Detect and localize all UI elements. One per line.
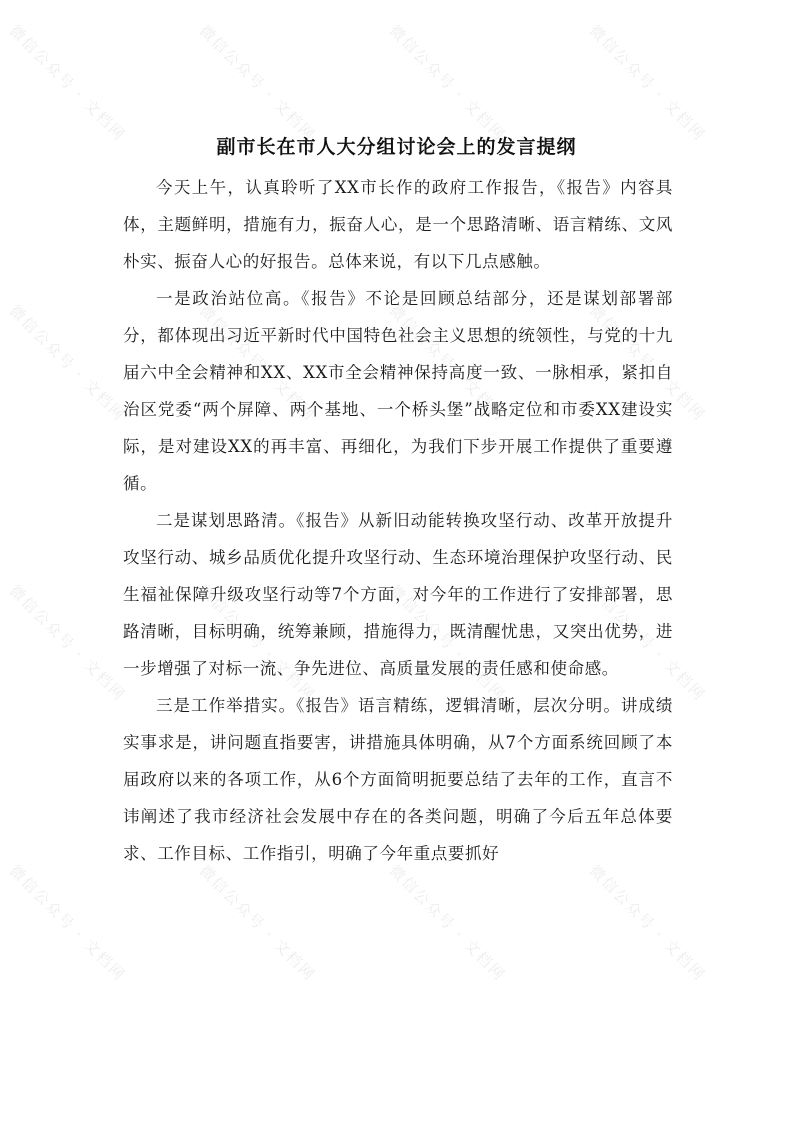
watermark-text: 微信公众号 · 文档网 (195, 861, 320, 985)
watermark-text: 微信公众号 · 文档网 (385, 301, 510, 425)
watermark-text: 微信公众号 · 文档网 (585, 21, 710, 145)
paragraph-point-2: 二是谋划思路清。《报告》从新旧动能转换攻坚行动、改革开放提升攻坚行动、城乡品质优化提升攻坚行动、生态环境治理保护攻坚行动、民生福祉保障升级攻坚行动等7个方面，对今年的工作进行了安排部署，思路清晰，目标明确，统筹兼顾，措施得力，既清醒忧患，又突出优势，进一步增强了对标一流、争先进位、高质量发展的责任感和使命感。 (123, 511, 673, 678)
watermark-text: 微信公众号 · 文档网 (5, 581, 130, 705)
watermark-text: 微信公众号 · 文档网 (195, 581, 320, 705)
watermark-text: 微信公众号 · 文档网 (385, 861, 510, 985)
watermark-text: 微信公众号 · 文档网 (5, 861, 130, 985)
watermark-text: 微信公众号 · 文档网 (385, 581, 510, 705)
watermark-text: 微信公众号 · 文档网 (195, 301, 320, 425)
paragraph-point-1: 一是政治站位高。《报告》不论是回顾总结部分，还是谋划部署部分，都体现出习近平新时代中国特色社会主义思想的统领性，与党的十九届六中全会精神和XX、XX市全会精神保持高度一致、一脉相承，紧扣自治区党委“两个屏障、两个基地、一个桥头堡”战略定位和市委XX建设实际，是对建设XX的再丰富、再细化，为我们下步开展工作提供了重要遵循。 (123, 289, 673, 493)
watermark-text: 微信公众号 · 文档网 (585, 301, 710, 425)
watermark-text: 微信公众号 · 文档网 (585, 861, 710, 985)
watermark-text: 微信公众号 · 文档网 (585, 581, 710, 705)
watermark-text: 微信公众号 · 文档网 (5, 301, 130, 425)
paragraph-intro: 今天上午，认真聆听了XX市长作的政府工作报告，《报告》内容具体，主题鲜明，措施有力，振奋人心，是一个思路清晰、语言精练、文风朴实、振奋人心的好报告。总体来说，有以下几点感触。 (123, 178, 673, 271)
paragraph-point-3: 三是工作举措实。《报告》语言精练，逻辑清晰，层次分明。讲成绩实事求是，讲问题直指要害，讲措施具体明确，从7个方面系统回顾了本届政府以来的各项工作，从6个方面简明扼要总结了去年的工作，直言不讳阐述了我市经济社会发展中存在的各类问题，明确了今后五年总体要求、工作目标、工作指引，明确了今年重点要抓好 (123, 696, 673, 863)
watermark-text: 微信公众号 · 文档网 (195, 21, 320, 145)
document-title: 副市长在市人大分组讨论会上的发言提纲 (216, 136, 577, 158)
watermark-text: 微信公众号 · 文档网 (5, 21, 130, 145)
document-body (123, 169, 673, 872)
watermark-text: 微信公众号 · 文档网 (385, 21, 510, 145)
